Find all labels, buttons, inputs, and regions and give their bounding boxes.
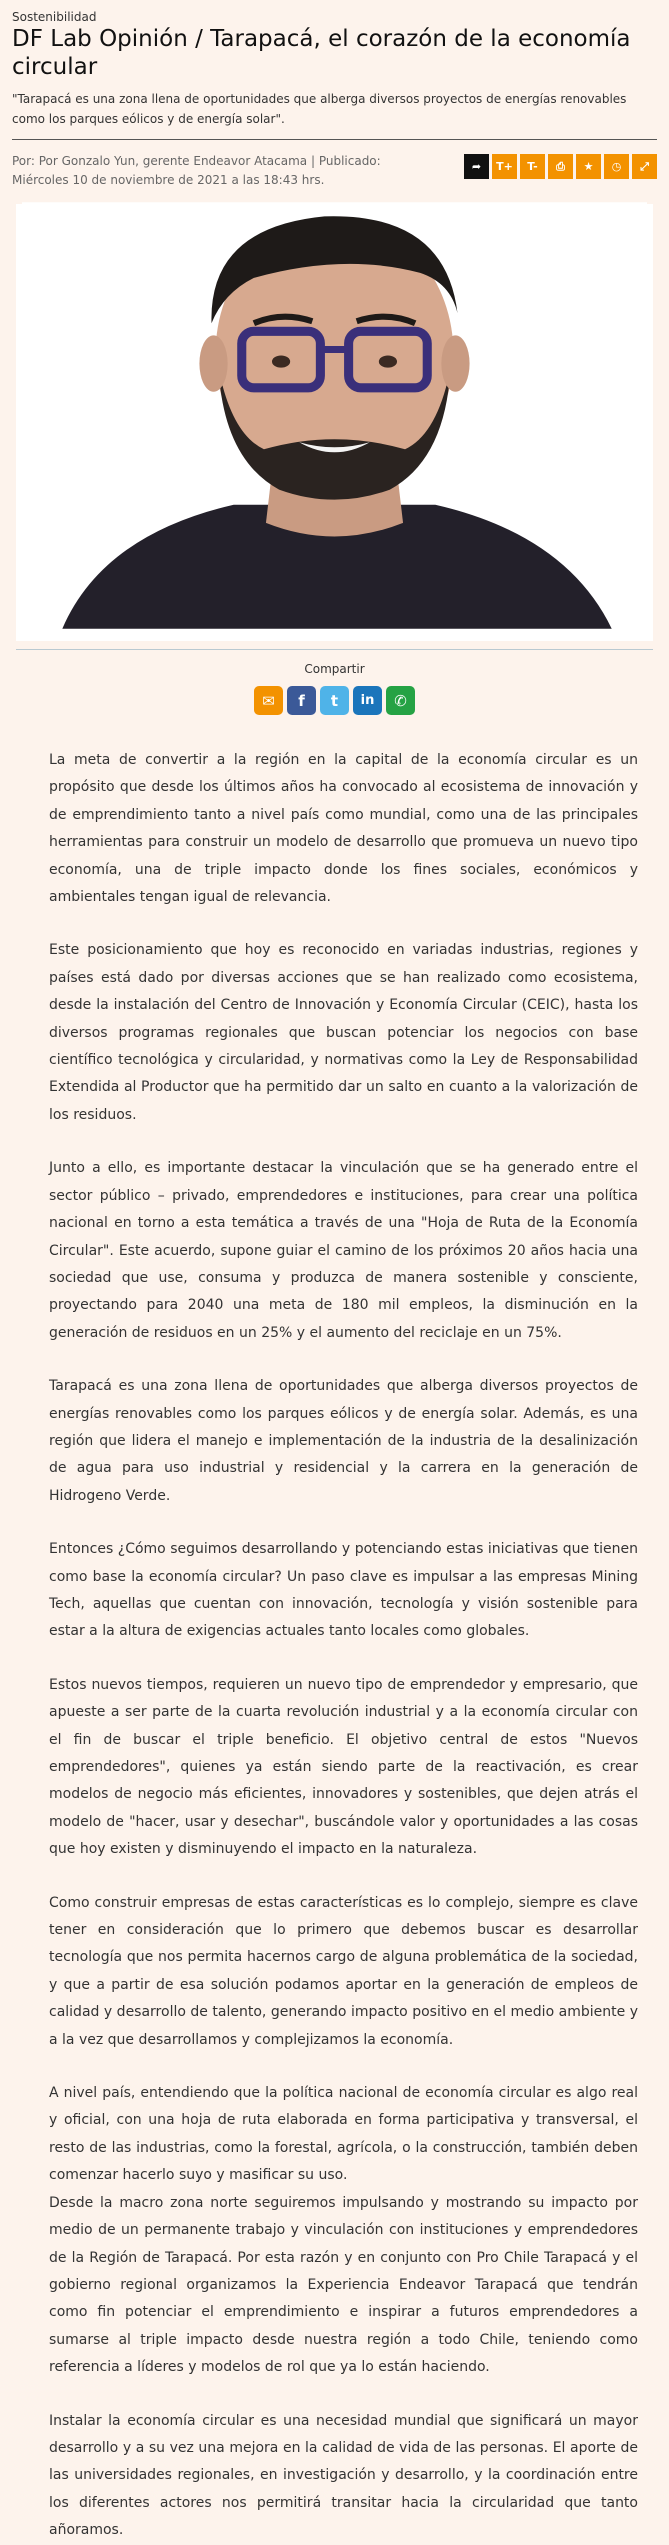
byline [12,152,432,190]
section-tag[interactable]: Sostenibilidad [12,10,97,24]
share-twitter-button[interactable] [320,686,349,715]
decrease-text-button[interactable] [520,154,545,179]
article-paragraph: Desde la macro zona norte seguiremos impulsando y mostrando su impacto por medio de un permanente trabajo y vinculación con instituciones y emprendedores de la Región de Tarapacá. Por esta razón y en conjunto con Pro Chile Tarapacá y el gobierno regional organizamos la Experiencia Endeavor Tarapacá que tendrán como fin potenciar el emprendimiento e inspirar a futuros emprendedores a sumarse al triple impacto desde nuestra región a todo Chile, teniendo como referencia a líderes y modelos de rol que ya lo están haciendo. [49,2194,638,2376]
text-decrease-icon: T- [527,160,538,173]
share-label: Compartir [304,662,365,676]
byline-date: Miércoles 10 de noviembre de 2021 a las 18:43 hrs. [12,173,325,187]
clock-icon: ◷ [611,160,622,173]
star-icon: ★ [583,160,594,173]
article-paragraph: Como construir empresas de estas características es lo complejo, siempre es clave tener en consideración que lo primero que debemos buscar es desarrollar tecnología que nos permita hacernos cargo de alguna problemática de la sociedad, y que a partir de esa solución podamos aportar en la generación de empleos de calidad y desarrollo de talento, generando impacto positivo en el medio ambiente y a la vez que desarrollamos y complejizamos la economía. [49,1894,638,2048]
fullscreen-icon: ⤢ [640,159,649,173]
article-paragraph: Instalar la economía circular es una necesidad mundial que significará un mayor desarrollo y a su vez una mejora en la calidad de vida de las personas. El aporte de las universidades regionales, en investigación y desarrollo, y la coordinación entre los diferentes actores nos permitirá transitar hacia la circularidad que tanto añoramos. [49,2412,638,2539]
history-button[interactable] [604,154,629,179]
byline-author: Por: Por Gonzalo Yun, gerente Endeavor Atacama | Publicado: [12,154,381,168]
share-email-button[interactable] [254,686,283,715]
print-icon: ⎙ [556,159,565,173]
article-paragraph: Entonces ¿Cómo seguimos desarrollando y potenciando estas iniciativas que tienen como base la economía circular? Un paso clave es impulsar a las empresas Mining Tech, aquellas que cuentan con innovación, tecnología y visión sostenible para estar a la altura de exigencias actuales tanto locales como globales. [49,1541,638,1640]
share-arrow-button[interactable] [464,154,489,179]
print-button[interactable] [548,154,573,179]
share-linkedin-button[interactable] [353,686,382,715]
article-paragraph: Junto a ello, es importante destacar la vinculación que se ha generado entre el sector público – privado, emprendedores e instituciones, para crear una política nacional en torno a esta temática a través de una "Hoja de Ruta de la Economía Circular". Este acuerdo, supone guiar el camino de los próximos 20 años hacia una sociedad que use, consuma y produzca de manera sostenible y consciente, proyectando para 2040 una meta de 180 mil empleos, la disminución en la generación de residuos en un 25% y el aumento del reciclaje en un 75%. [49,1160,638,1341]
increase-text-button[interactable] [492,154,517,179]
text-increase-icon: T+ [496,160,513,173]
author-photo [22,204,647,627]
article-paragraph: A nivel país, entendiendo que la política nacional de economía circular es algo real y oficial, con una hoja de ruta elaborada en forma participativa y transversal, el resto de las industrias, como la forestal, agrícola, o la construcción, también deben comenzar hacerlo suyo y masificar su uso. [49,2085,638,2184]
article-paragraph: Este posicionamiento que hoy es reconocido en variadas industrias, regiones y países está dado por diversas acciones que se han realizado como ecosistema, desde la instalación del Centro de Innovación y Economía Circular (CEIC), hasta los diversos programas regionales que buscan potenciar los negocios con base científico tecnológica y circularidad, y normativas como la Ley de Responsabilidad Extendida al Productor que ha permitido dar un salto en cuanto a la valorización de los residuos. [49,942,638,1123]
share-arrow-icon: ➦ [471,160,482,173]
article-toolbar [464,154,657,179]
email-icon: ✉ [262,691,275,710]
share-block [0,662,669,715]
share-facebook-button[interactable] [287,686,316,715]
article-body [0,715,669,2545]
article-paragraph: La meta de convertir a la región en la capital de la economía circular es un propósito que desde los últimos años ha convocado al ecosistema de innovación y de emprendimiento tanto a nivel país como mundial, como una de las principales herramientas para construir un modelo de desarrollo que promueva un nuevo tipo economía, una de triple impacto donde los fines sociales, económicos y ambientales tengan igual de relevancia. [49,752,638,906]
article-lead: "Tarapacá es una zona llena de oportunidades que alberga diversos proyectos de energías renovables como los parques eólicos y de energía solar". [12,92,627,126]
photo-divider [16,649,653,650]
article-paragraph: Estos nuevos tiempos, requieren un nuevo tipo de emprendedor y empresario, que apueste a ser parte de la cuarta revolución industrial y a la economía circular con el fin de buscar el triple beneficio. El objetivo central de estos "Nuevos emprendedores", quienes ya están siendo parte de la reactivación, es crear modelos de negocio más eficientes, innovadores y sostenibles, que dejen atrás el modelo de "hacer, usar y desechar", buscándole valor y oportunidades a las cosas que hoy existen y disminuyendo el impacto en la naturaleza. [49,1676,638,1858]
author-photo-illustration [22,204,647,627]
author-photo-frame [16,204,653,641]
share-whatsapp-button[interactable] [386,686,415,715]
share-icons [0,686,669,715]
article-paragraph: Tarapacá es una zona llena de oportunidades que alberga diversos proyectos de energías renovables como los parques eólicos y de energía solar. Además, es una región que lidera el manejo e implementación de la industria de la desalinización de agua para uso industrial y residencial y la carrera en la generación de Hidrogeno Verde. [49,1378,638,1504]
meta-row [12,140,657,198]
facebook-icon: f [298,691,305,710]
twitter-icon: t [330,691,339,710]
fullscreen-button[interactable] [632,154,657,179]
article-title: DF Lab Opinión / Tarapacá, el corazón de la economía circular [12,26,631,80]
favorite-button[interactable] [576,154,601,179]
whatsapp-icon: ✆ [394,691,407,710]
linkedin-icon: in [360,693,375,708]
